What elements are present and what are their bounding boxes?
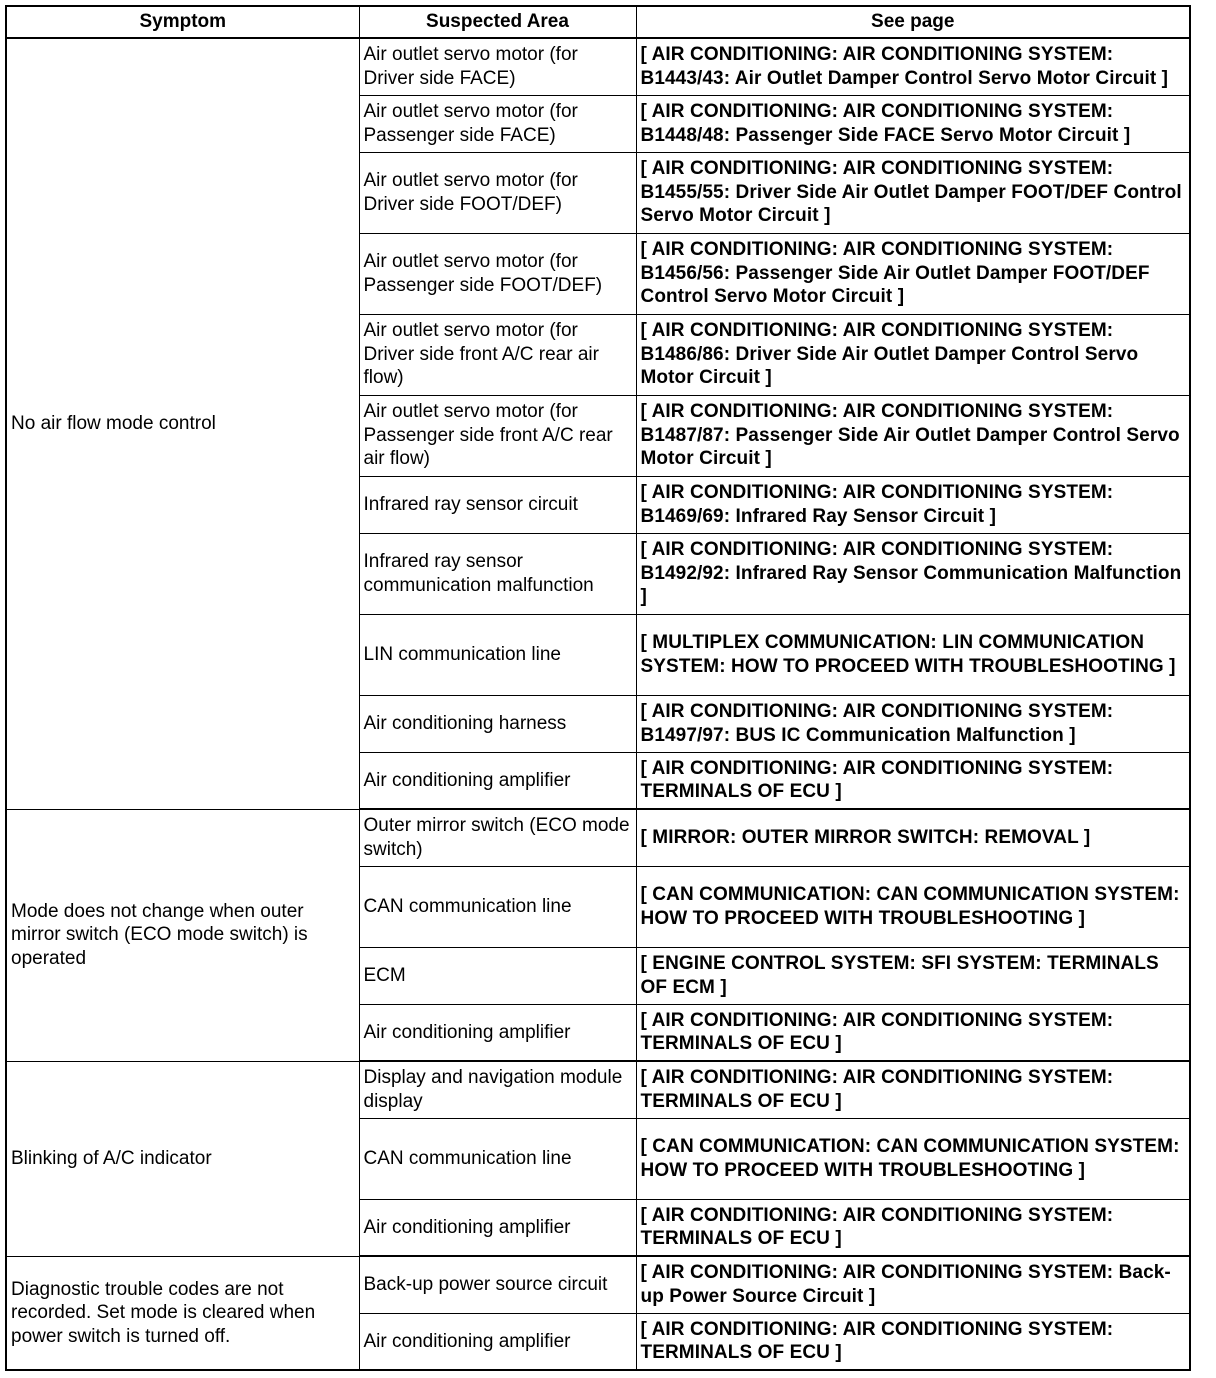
suspected-area-cell: Air conditioning amplifier (359, 1313, 636, 1370)
header-symptom: Symptom (6, 6, 359, 38)
table-row (6, 1256, 1190, 1313)
suspected-area-cell: CAN communication line (359, 866, 636, 947)
symptom-cell: Diagnostic trouble codes are not recorded. Set mode is cleared when power switch is turned off. (6, 1256, 359, 1370)
see-page-link[interactable]: [ AIR CONDITIONING: AIR CONDITIONING SYSTEM: B1448/48: Passenger Side FACE Servo Motor Circuit ] (636, 95, 1190, 152)
table-row (6, 809, 1190, 866)
suspected-area-cell: Air outlet servo motor (for Driver side FACE) (359, 38, 636, 95)
see-page-link[interactable]: [ AIR CONDITIONING: AIR CONDITIONING SYSTEM: Back-up Power Source Circuit ] (636, 1256, 1190, 1313)
see-page-link[interactable]: [ AIR CONDITIONING: AIR CONDITIONING SYSTEM: TERMINALS OF ECU ] (636, 1313, 1190, 1370)
see-page-link[interactable]: [ AIR CONDITIONING: AIR CONDITIONING SYSTEM: TERMINALS OF ECU ] (636, 1004, 1190, 1061)
see-page-link[interactable]: [ AIR CONDITIONING: AIR CONDITIONING SYSTEM: B1492/92: Infrared Ray Sensor Communication Malfunction ] (636, 533, 1190, 614)
symptom-cell: Mode does not change when outer mirror switch (ECO mode switch) is operated (6, 809, 359, 1061)
symptom-cell: No air flow mode control (6, 38, 359, 809)
suspected-area-cell: Air outlet servo motor (for Driver side front A/C rear air flow) (359, 314, 636, 395)
table-header-row (6, 6, 1190, 38)
header-suspected-area: Suspected Area (359, 6, 636, 38)
see-page-link[interactable]: [ MIRROR: OUTER MIRROR SWITCH: REMOVAL ] (636, 809, 1190, 866)
see-page-link[interactable]: [ AIR CONDITIONING: AIR CONDITIONING SYSTEM: B1443/43: Air Outlet Damper Control Servo Motor Circuit ] (636, 38, 1190, 95)
header-see-page: See page (636, 6, 1190, 38)
suspected-area-cell: LIN communication line (359, 614, 636, 695)
suspected-area-cell: CAN communication line (359, 1118, 636, 1199)
see-page-link[interactable]: [ CAN COMMUNICATION: CAN COMMUNICATION SYSTEM: HOW TO PROCEED WITH TROUBLESHOOTING ] (636, 1118, 1190, 1199)
see-page-link[interactable]: [ AIR CONDITIONING: AIR CONDITIONING SYSTEM: B1469/69: Infrared Ray Sensor Circuit ] (636, 476, 1190, 533)
suspected-area-cell: Display and navigation module display (359, 1061, 636, 1118)
see-page-link[interactable]: [ AIR CONDITIONING: AIR CONDITIONING SYSTEM: B1456/56: Passenger Side Air Outlet Damper FOOT/DEF Control Servo Motor Circuit ] (636, 233, 1190, 314)
see-page-link[interactable]: [ AIR CONDITIONING: AIR CONDITIONING SYSTEM: TERMINALS OF ECU ] (636, 752, 1190, 809)
see-page-link[interactable]: [ AIR CONDITIONING: AIR CONDITIONING SYSTEM: B1486/86: Driver Side Air Outlet Damper Control Servo Motor Circuit ] (636, 314, 1190, 395)
see-page-link[interactable]: [ ENGINE CONTROL SYSTEM: SFI SYSTEM: TERMINALS OF ECM ] (636, 947, 1190, 1004)
see-page-link[interactable]: [ AIR CONDITIONING: AIR CONDITIONING SYSTEM: B1455/55: Driver Side Air Outlet Damper FOOT/DEF Control Servo Motor Circuit ] (636, 152, 1190, 233)
suspected-area-cell: Back-up power source circuit (359, 1256, 636, 1313)
table-body (6, 38, 1190, 1370)
suspected-area-cell: Outer mirror switch (ECO mode switch) (359, 809, 636, 866)
suspected-area-cell: Infrared ray sensor circuit (359, 476, 636, 533)
see-page-link[interactable]: [ AIR CONDITIONING: AIR CONDITIONING SYSTEM: B1497/97: BUS IC Communication Malfunction ] (636, 695, 1190, 752)
see-page-link[interactable]: [ AIR CONDITIONING: AIR CONDITIONING SYSTEM: TERMINALS OF ECU ] (636, 1199, 1190, 1256)
suspected-area-cell: Air conditioning amplifier (359, 752, 636, 809)
problem-symptoms-table (5, 5, 1191, 1371)
symptom-cell: Blinking of A/C indicator (6, 1061, 359, 1256)
see-page-link[interactable]: [ AIR CONDITIONING: AIR CONDITIONING SYSTEM: B1487/87: Passenger Side Air Outlet Damper Control Servo Motor Circuit ] (636, 395, 1190, 476)
table-row (6, 38, 1190, 95)
see-page-link[interactable]: [ CAN COMMUNICATION: CAN COMMUNICATION SYSTEM: HOW TO PROCEED WITH TROUBLESHOOTING ] (636, 866, 1190, 947)
suspected-area-cell: Air outlet servo motor (for Driver side FOOT/DEF) (359, 152, 636, 233)
suspected-area-cell: Air outlet servo motor (for Passenger side FOOT/DEF) (359, 233, 636, 314)
see-page-link[interactable]: [ AIR CONDITIONING: AIR CONDITIONING SYSTEM: TERMINALS OF ECU ] (636, 1061, 1190, 1118)
suspected-area-cell: Air outlet servo motor (for Passenger side FACE) (359, 95, 636, 152)
suspected-area-cell: Air conditioning amplifier (359, 1199, 636, 1256)
suspected-area-cell: Air conditioning harness (359, 695, 636, 752)
suspected-area-cell: Infrared ray sensor communication malfunction (359, 533, 636, 614)
suspected-area-cell: Air conditioning amplifier (359, 1004, 636, 1061)
suspected-area-cell: ECM (359, 947, 636, 1004)
see-page-link[interactable]: [ MULTIPLEX COMMUNICATION: LIN COMMUNICATION SYSTEM: HOW TO PROCEED WITH TROUBLESHOOTING ] (636, 614, 1190, 695)
table-row (6, 1061, 1190, 1118)
suspected-area-cell: Air outlet servo motor (for Passenger side front A/C rear air flow) (359, 395, 636, 476)
